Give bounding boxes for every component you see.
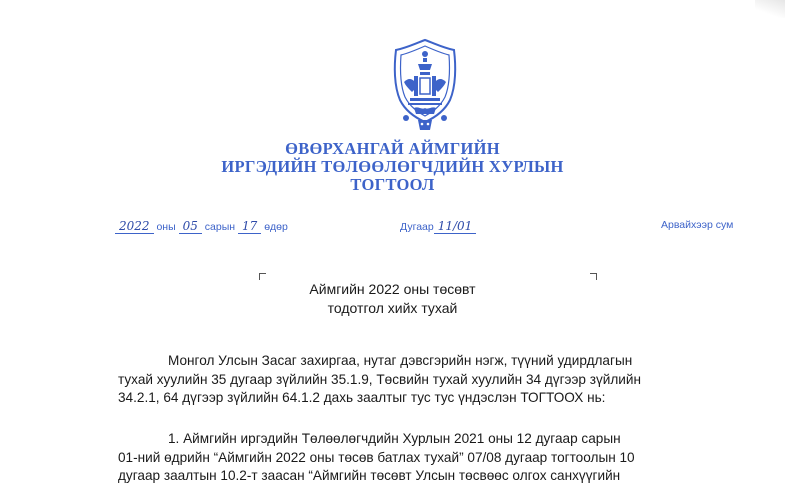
subject-corner-right [590,273,597,280]
place-label: Арвайхээр сум [661,219,734,231]
paragraph-line: дугаар заалтын 10.2-т заасан “Аймгийн төсөвт Улсын төсвөөс олгох санхүүгийн [118,468,621,483]
month-handwritten: 05 [179,219,202,234]
day-handwritten: 17 [238,219,261,234]
month-suffix: сарын [204,221,236,233]
paragraph-line: тухай хуулийн 35 дугаар зүйлийн 35.1.9, Төсвийн тухай хуулийн 34 дүгээр зүйлийн [118,371,642,387]
number-line [400,219,476,234]
paragraph-line: 01-ний өдрийн “Аймгийн 2022 оны төсөв батлах тухай” 07/08 дугаар тогтоолын 10 [118,449,635,465]
paragraph-preamble [118,352,738,408]
date-line [115,219,288,234]
day-suffix: өдөр [264,221,288,233]
number-handwritten: 11/01 [434,219,477,234]
paragraph-item-1 [118,430,738,486]
soyombo-state-emblem-icon [384,36,466,134]
number-label: Дугаар [400,221,434,233]
title-line-2: ИРГЭДИЙН ТӨЛӨӨЛӨГЧДИЙН ХУРЛЫН [221,157,564,176]
paragraph-line: 34.2.1, 64 дүгээр зүйлийн 64.1.2 дахь заалтыг тус тус үндэслэн ТОГТООХ нь: [118,390,606,405]
subject-line-1: Аймгийн 2022 оны төсөвт [309,281,476,297]
paragraph-line: 1. Аймгийн иргэдийн Төлөөлөгчдийн Хурлын 2021 оны 12 дугаар сарын [168,431,621,446]
title-line-1: ӨВӨРХАНГАЙ АЙМГИЙН [285,139,500,158]
subject-line-2: тодотгол хийх тухай [327,300,458,316]
subject-corner-left [259,273,266,280]
year-suffix: оны [156,221,176,233]
paragraph-line: Монгол Улсын Засаг захиргаа, нутаг дэвсгэрийн нэгж, түүний удирдлагын [168,353,633,368]
page-curl [755,0,785,18]
year-handwritten: 2022 [115,219,154,234]
title-line-3: ТОГТООЛ [350,175,435,194]
